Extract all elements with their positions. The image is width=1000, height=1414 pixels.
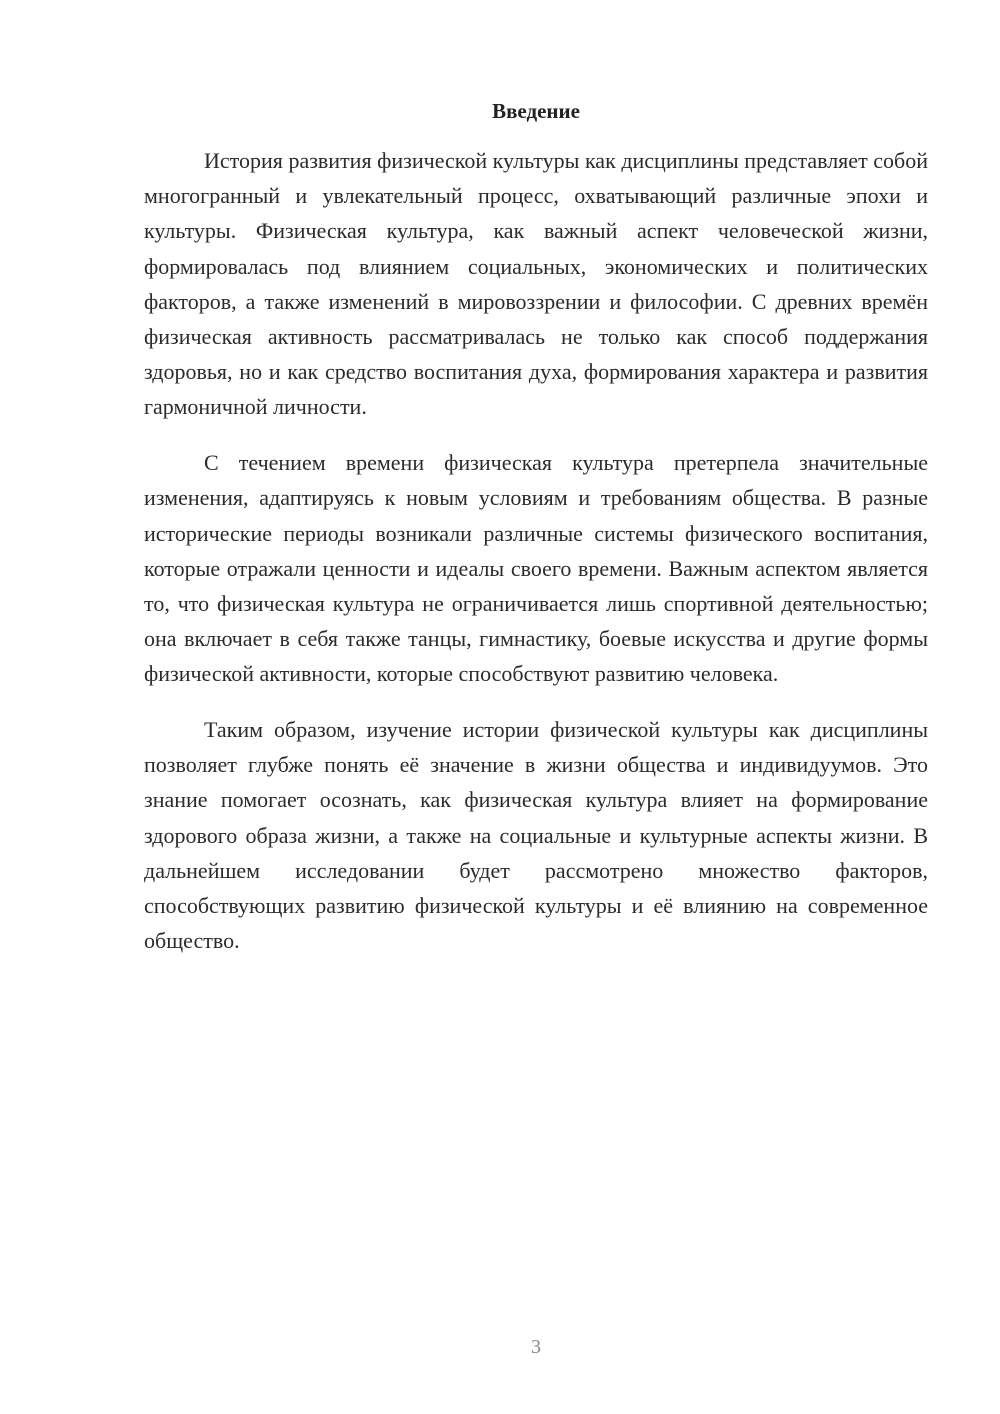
paragraph-1: История развития физической культуры как дисциплины представляет собой многогранный и увлекательный процесс, охватывающий различные эпохи и культуры. Физическая культура, как важный аспект человеческой жизни, формировалась под влиянием социальных, экономических и политических факторов, а также изменений в мировоззрении и философии. С древних времён физическая активность рассматривалась не только как способ поддержания здоровья, но и как средство воспитания духа, формирования характера и развития гармоничной личности. xyxy=(144,148,928,420)
paragraph-2: С течением времени физическая культура претерпела значительные изменения, адаптируясь к новым условиям и требованиям общества. В разные исторические периоды возникали различные системы физического воспитания, которые отражали ценности и идеалы своего времени. Важным аспектом является то, что физическая культура не ограничивается лишь спортивной деятельностью; она включает в себя также танцы, гимнастику, боевые искусства и другие формы физической активности, которые способствуют развитию человека. xyxy=(144,450,928,687)
page-number: 3 xyxy=(531,1336,541,1358)
section-title: Введение xyxy=(492,99,580,123)
body-text xyxy=(144,143,928,958)
paragraph-3: Таким образом, изучение истории физической культуры как дисциплины позволяет глубже понять её значение в жизни общества и индивидуумов. Это знание помогает осознать, как физическая культура влияет на формирование здорового образа жизни, а также на социальные и культурные аспекты жизни. В дальнейшем исследовании будет рассмотрено множество факторов, способствующих развитию физической культуры и её влиянию на современное общество. xyxy=(144,717,928,954)
